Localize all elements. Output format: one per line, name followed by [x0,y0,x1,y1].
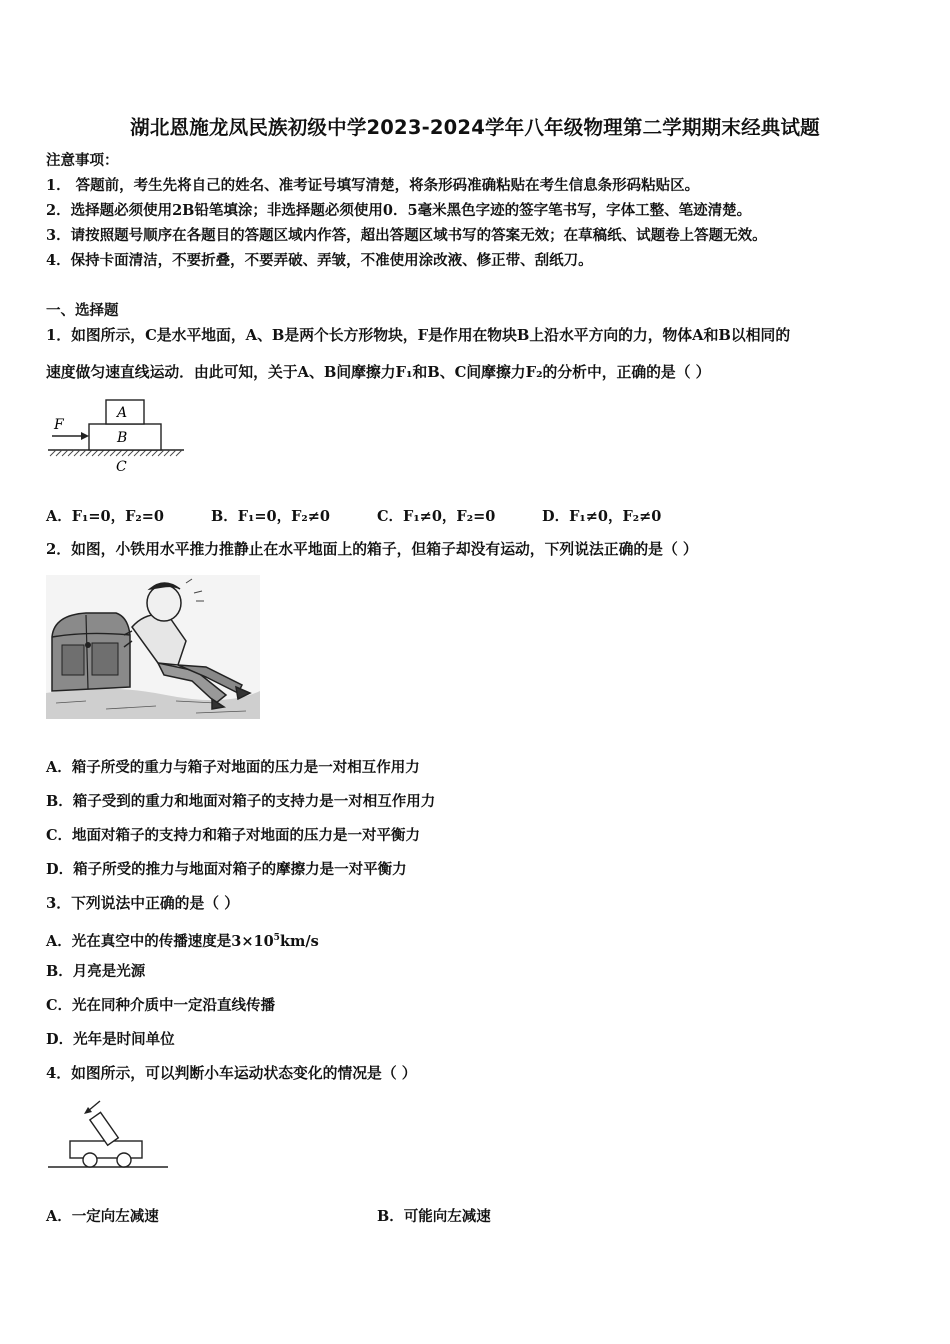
q3-option-a-text: A．光在真空中的传播速度是3×10 [46,932,274,950]
q2-option-c[interactable]: C．地面对箱子的支持力和箱子对地面的压力是一对平衡力 [46,827,421,844]
cart-wheel-left [83,1153,97,1167]
q4-cart-figure [46,1097,170,1173]
q4-option-b[interactable]: B．可能向左减速 [377,1208,491,1225]
q4-stem: 4．如图所示，可以判断小车运动状态变化的情况是（ ） [46,1065,417,1082]
page-title: 湖北恩施龙凤民族初级中学2023-2024学年八年级物理第二学期期末经典试题 [130,116,820,139]
label-c: C [116,459,127,475]
q3-option-a[interactable] [46,929,319,951]
q2-option-b[interactable]: B．箱子受到的重力和地面对箱子的支持力是一对相互作用力 [46,793,436,810]
q2-option-d[interactable]: D．箱子所受的推力与地面对箱子的摩擦力是一对平衡力 [46,861,407,878]
notice-item-3: 3．请按照题号顺序在各题目的答题区域内作答，超出答题区域书写的答案无效；在草稿纸、试题卷上答题无效。 [46,227,767,244]
section-title: 一、选择题 [46,302,119,319]
label-f: F [54,417,64,433]
label-a: A [117,405,128,421]
notice-heading: 注意事项： [46,152,119,169]
q1-option-d[interactable]: D．F₁≠0，F₂≠0 [542,508,662,525]
q1-blocks-figure [46,396,186,474]
q3-stem: 3．下列说法中正确的是（ ） [46,895,240,912]
q2-pushing-box-illustration [46,575,260,719]
cart-wheel-right [117,1153,131,1167]
q1-stem-line1: 1．如图所示，C是水平地面，A、B是两个长方形物块，F是作用在物块B上沿水平方向的力，物体A和B以相同的 [46,327,791,344]
q1-option-a[interactable]: A．F₁=0，F₂=0 [46,508,165,525]
q1-option-b[interactable]: B．F₁=0，F₂≠0 [211,508,331,525]
q2-stem: 2．如图，小铁用水平推力推静止在水平地面上的箱子，但箱子却没有运动，下列说法正确的是（ ） [46,541,698,558]
q1-stem-line2: 速度做匀速直线运动．由此可知，关于A、B间摩擦力F₁和B、C间摩擦力F₂的分析中，正确的是（ ） [46,364,711,381]
notice-item-2: 2．选择题必须使用2B铅笔填涂；非选择题必须使用0．5毫米黑色字迹的签字笔书写，字体工整、笔迹清楚。 [46,202,752,219]
q3-option-a-exponent: 5 [273,933,280,943]
q3-option-b[interactable]: B．月亮是光源 [46,963,146,980]
notice-item-4: 4．保持卡面清洁，不要折叠，不要弄破、弄皱，不准使用涂改液、修正带、刮纸刀。 [46,252,593,269]
q3-option-d[interactable]: D．光年是时间单位 [46,1031,175,1048]
q3-option-a-unit: km/s [279,932,319,950]
treasure-chest [52,613,130,691]
q1-option-c[interactable]: C．F₁≠0，F₂=0 [377,508,496,525]
q4-option-a[interactable]: A．一定向左减速 [46,1208,159,1225]
notice-item-1: 1． 答题前，考生先将自己的姓名、准考证号填写清楚，将条形码准确粘贴在考生信息条形码粘贴区。 [46,177,700,194]
label-b: B [117,430,128,446]
q3-option-c[interactable]: C．光在同种介质中一定沿直线传播 [46,997,276,1014]
q2-option-a[interactable]: A．箱子所受的重力与箱子对地面的压力是一对相互作用力 [46,759,420,776]
